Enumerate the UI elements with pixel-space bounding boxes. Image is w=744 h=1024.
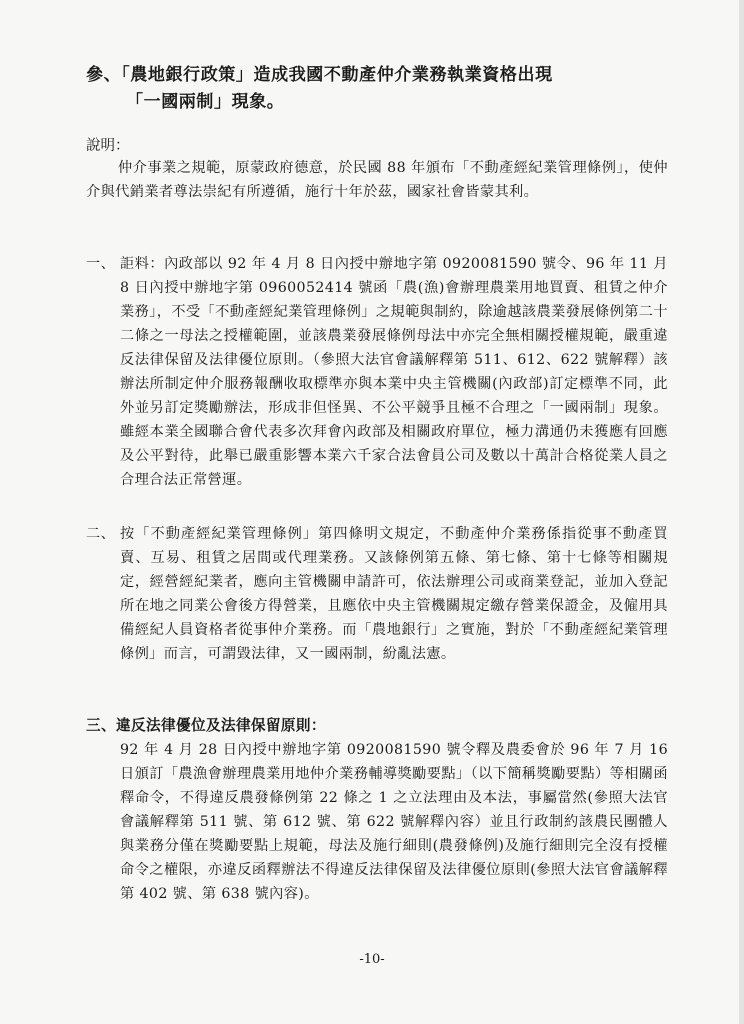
title-line-1: 參、「農地銀行政策」造成我國不動產仲介業務執業資格出現 xyxy=(86,65,553,85)
section-2 xyxy=(86,522,668,666)
section-2-text: 按「不動產經紀業管理條例」第四條明文規定，不動產仲介業務係指從事不動產買賣、互易、租賃之居間或代理業務。又該條例第五條、第七條、第十七條等相關規定，經營經紀業者，應向主管機關申請許可，依法辦理公司或商業登記，並加入登記所在地之同業公會後方得營業，且應依中央主管機關規定繳存營業保證金，及僱用具備經紀人員資格者從事仲介業務。而「農地銀行」之實施，對於「不動產經紀業管理條例」而言，可謂毀法律，又一國兩制，紛亂法憲。 xyxy=(120,526,668,662)
intro-paragraph: 仲介事業之規範，原蒙政府德意，於民國 88 年頒布「不動產經紀業管理條例」，使仲介與代銷業者尊法崇紀有所遵循，施行十年於茲，國家社會皆蒙其利。 xyxy=(86,160,668,200)
section-3-text: 92 年 4 月 28 日內授中辦地字第 0920081590 號令釋及農委會於 96 年 7 月 16 日頒訂「農漁會辦理農業用地仲介業務輔導獎勵要點」（以下簡稱獎勵要點）等相關函釋命令，不得違反農發條例第 22 條之 1 之立法理由及本法，事屬當然(參照大法官會議解釋第 511 號、第 612 號、第 622 號解釋內容）並且行政制約該農民團體人與業務分僅在獎勵要點上規範，母法及施行細則(農發條例)及施行細則完全沒有授權命令之權限，亦違反函釋辦法不得違反法律保留及法律優位原則(參照大法官會議解釋第 402 號、第 638 號內容)。 xyxy=(120,742,668,902)
section-1 xyxy=(86,252,668,492)
section-3-heading: 三、違反法律優位及法律保留原則： xyxy=(86,717,326,734)
page-edge xyxy=(739,0,744,1024)
page-number: -10- xyxy=(359,952,385,967)
section-1-number: 一、 xyxy=(86,256,116,272)
explanation-label: 說明： xyxy=(86,138,130,154)
section-title xyxy=(86,62,686,116)
title-line-2: 「一國兩制」現象。 xyxy=(126,92,285,112)
section-1-text: 詎料：內政部以 92 年 4 月 8 日內授中辦地字第 0920081590 號令、96 年 11 月 8 日內授中辦地字第 0960052414 號函「農(漁)會辦理農業用地買賣、租賃之仲介業務」，不受「不動產經紀業管理條例」之規範與制約，除逾越該農業發展條例第二十二條之一母法之授權範圍，並該農業發展條例母法中亦完全無相關授權規範，嚴重違反法律保留及法律優位原則。（參照大法官會議解釋第 511、612、622 號解釋）該辦法所制定仲介服務報酬收取標準亦與本業中央主管機關(內政部)訂定標準不同，此外並另訂定獎勵辦法，形成非但怪異、不公平競爭且極不合理之「一國兩制」現象。雖經本業全國聯合會代表多次拜會內政部及相關政府單位，極力溝通仍未獲應有回應及公平對待，此舉已嚴重影響本業六千家合法會員公司及數以十萬計合格從業人員之合理合法正常營運。 xyxy=(120,256,668,488)
section-2-number: 二、 xyxy=(86,526,116,542)
